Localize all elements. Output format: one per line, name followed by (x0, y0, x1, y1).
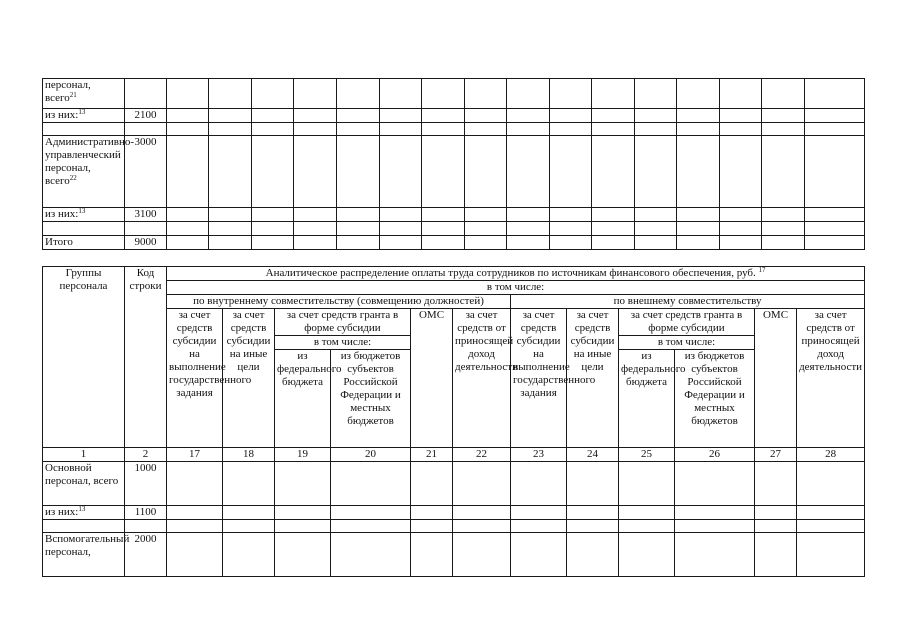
group-cell: Административно-управленческий персонал, всего$^{22}$ (43, 136, 125, 208)
col-21-header: ОМС (411, 309, 453, 448)
code-cell: 3000 (125, 136, 167, 208)
group-cell: из них:$^{13}$ (43, 109, 125, 123)
group-cell: Итого (43, 236, 125, 250)
col-22-header: за счет средств от приносящей доход деятельности (453, 309, 511, 448)
table-title: Аналитическое распределение оплаты труда сотрудников по источникам финансового обеспечения, руб. $^{17}$ (167, 267, 865, 281)
table-row (43, 222, 865, 236)
group-cell: из них:$^{13}$ (43, 208, 125, 222)
code-cell: 2100 (125, 109, 167, 123)
col-24-header: за счет средств субсидии на иные цели (567, 309, 619, 448)
col-23-header: за счет средств субсидии на выполнение государственного задания (511, 309, 567, 448)
table-row (43, 136, 865, 208)
col-20-header: из бюджетов субъектов Российской Федерации и местных бюджетов (331, 350, 411, 448)
table-row (43, 208, 865, 222)
code-cell: 1100 (125, 506, 167, 520)
column-number-row: 1 2 17 18 19 20 21 22 23 24 25 26 27 28 (43, 448, 865, 462)
header-code: Код строки (125, 267, 167, 448)
table-row (43, 520, 865, 533)
code-cell (125, 79, 167, 109)
including-label: в том числе: (167, 281, 865, 295)
col-grant-ext-header: за счет средств гранта в форме субсидии в том числе: (619, 309, 755, 350)
table-row (43, 123, 865, 136)
col-grant-header: за счет средств гранта в форме субсидии в том числе: (275, 309, 411, 350)
col-26-header: из бюджетов субъектов Российской Федерации и местных бюджетов (675, 350, 755, 448)
code-cell: 1000 (125, 462, 167, 506)
col-17-header: за счет средств субсидии на выполнение государственного задания (167, 309, 223, 448)
group-cell: Вспомогательный персонал, (43, 533, 125, 577)
table-row (43, 79, 865, 109)
group-cell: Основной персонал, всего (43, 462, 125, 506)
col-19-header: из федерального бюджета (275, 350, 331, 448)
code-cell: 2000 (125, 533, 167, 577)
header-groups: Группы персонала (43, 267, 125, 448)
col-27-header: ОМС (755, 309, 797, 448)
code-cell: 3100 (125, 208, 167, 222)
code-cell: 9000 (125, 236, 167, 250)
internal-header: по внутреннему совместительству (совмещению должностей) (167, 295, 511, 309)
table-row (43, 236, 865, 250)
group-cell: из них:$^{13}$ (43, 506, 125, 520)
table-row (43, 533, 865, 577)
external-header: по внешнему совместительству (511, 295, 865, 309)
col-28-header: за счет средств от приносящей доход деятельности (797, 309, 865, 448)
group-cell: персонал, всего$^{21}$ (43, 79, 125, 109)
bottom-table (42, 266, 865, 577)
col-18-header: за счет средств субсидии на иные цели (223, 309, 275, 448)
table-row (43, 462, 865, 506)
col-25-header: из федерального бюджета (619, 350, 675, 448)
top-table (42, 78, 865, 250)
table-row (43, 109, 865, 123)
table-row (43, 506, 865, 520)
